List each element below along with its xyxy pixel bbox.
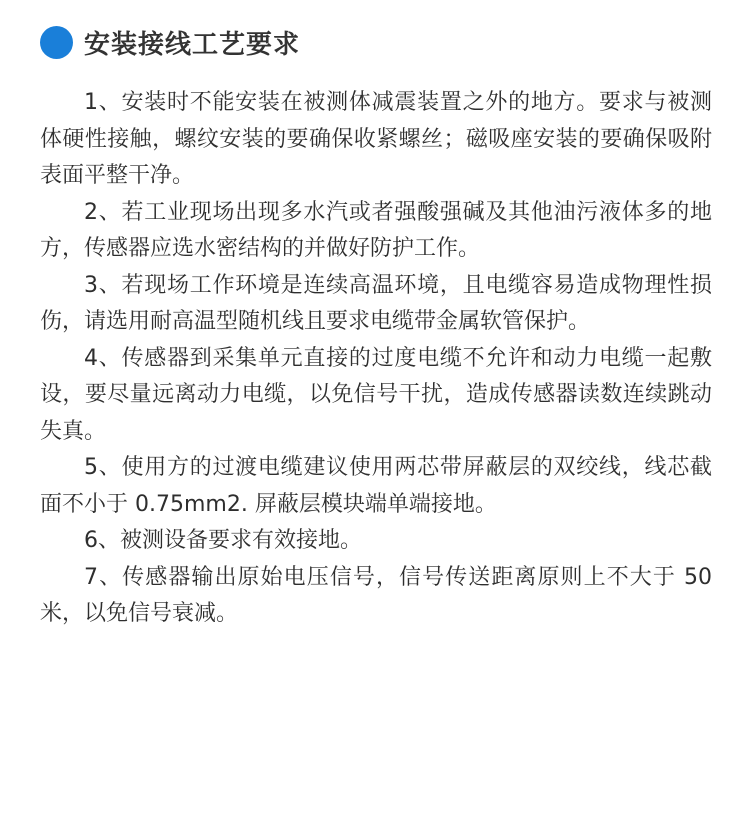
section-title: 安装接线工艺要求 xyxy=(84,29,301,60)
requirement-item-5: 5、使用方的过渡电缆建议使用两芯带屏蔽层的双绞线，线芯截面不小于 0.75mm2. 屏蔽层模块端单端接地。 xyxy=(40,455,712,517)
requirement-item-4: 4、传感器到采集单元直接的过度电缆不允许和动力电缆一起敷设，要尽量远离动力电缆，以免信号干扰，造成传感器读数连续跳动失真。 xyxy=(40,345,712,444)
circle-bullet-icon xyxy=(40,26,73,59)
requirement-item-6: 6、被测设备要求有效接地。 xyxy=(84,528,362,553)
requirement-item-7: 7、传感器输出原始电压信号，信号传送距离原则上不大于 50 米，以免信号衰减。 xyxy=(40,564,712,626)
requirement-item-3: 3、若现场工作环境是连续高温环境，且电缆容易造成物理性损伤，请选用耐高温型随机线且要求电缆带金属软管保护。 xyxy=(40,272,712,334)
requirements-list xyxy=(40,85,712,633)
section-header xyxy=(40,22,300,62)
requirement-item-1: 1、安装时不能安装在被测体减震装置之外的地方。要求与被测体硬性接触，螺纹安装的要确保收紧螺丝；磁吸座安装的要确保吸附表面平整干净。 xyxy=(40,90,712,188)
requirement-item-2: 2、若工业现场出现多水汽或者强酸强碱及其他油污液体多的地方，传感器应选水密结构的并做好防护工作。 xyxy=(40,199,712,261)
